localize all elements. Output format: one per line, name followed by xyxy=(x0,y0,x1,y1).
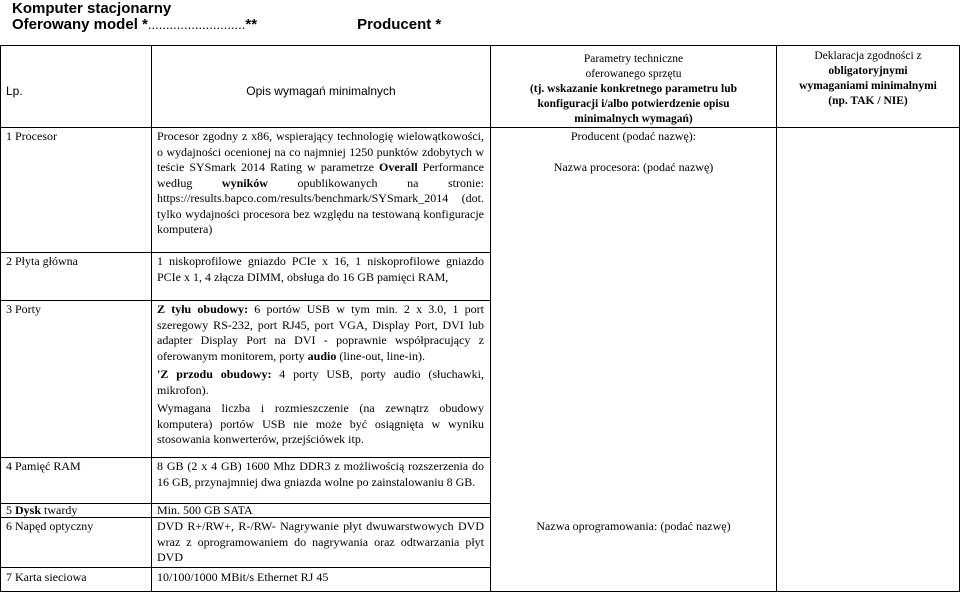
col-param-line2: oferowanego sprzętu xyxy=(585,68,682,80)
row-3-desc-front: 'Z przodu obudowy: 4 porty USB, porty audio (słuchawki, mikrofon). xyxy=(157,367,484,397)
row-3-desc xyxy=(157,302,484,448)
col-lp-header: Lp. xyxy=(6,84,23,98)
row-6-name: 6 Napęd optyczny xyxy=(6,519,94,533)
col-dekl-line1: Deklaracja zgodności z xyxy=(814,50,922,62)
col-param-line3: (tj. wskazanie konkretnego parametru lub xyxy=(529,83,738,95)
row-1-desc: Procesor zgodny z x86, wspierający technologię wielowątkowości, o wydajności ocenionej na co najmniej 1250 punktów zdobytych w teście SYSmark 2014 Rating w parametrze Overall Performance według wyników opublikowanych na stronie: https://results.bapco.com/results/benchmark/SYSmark_2014 (dot. tylko wydajności procesora bez względu na testowaną konfiguracje komputera) xyxy=(157,129,485,236)
col-dekl-line2: obligatoryjnymi xyxy=(828,65,908,77)
row-6-desc: DVD R+/RW+, R-/RW- Nagrywanie płyt dwuwarstwowych DVD wraz z oprogramowaniem do nagrywania oraz odtwarzania płyt DVD xyxy=(157,519,484,564)
table-border-bottom xyxy=(0,591,960,592)
row-1-name: 1 Procesor xyxy=(6,129,57,143)
col-dekl-line4: (np. TAK / NIE) xyxy=(828,95,908,107)
model-line xyxy=(12,16,441,33)
document-title: Komputer stacjonarny xyxy=(12,0,172,17)
col-param-line1: Parametry techniczne xyxy=(583,53,684,65)
row-1-param-cpu-name: Nazwa procesora: (podać nazwę) xyxy=(553,160,714,174)
row-5-desc: Min. 500 GB SATA xyxy=(157,503,253,517)
table-border-top xyxy=(0,45,960,46)
col-dekl-header xyxy=(777,49,959,109)
row-7-desc: 10/100/1000 MBit/s Ethernet RJ 45 xyxy=(157,570,329,584)
row-6-param-software: Nazwa oprogramowania: (podać nazwę) xyxy=(536,519,731,533)
row-3-name: 3 Porty xyxy=(6,302,42,316)
col-param-header xyxy=(491,52,776,127)
model-stars: ** xyxy=(245,16,258,33)
model-dots: ........................... xyxy=(147,17,246,32)
row-1-bottom xyxy=(0,252,490,253)
col-param-line4: konfiguracji i/albo potwierdzenie opisu xyxy=(537,98,730,110)
row-2-bottom xyxy=(0,300,490,301)
row-2-name: 2 Płyta główna xyxy=(6,254,78,268)
col-dekl-line3: wymaganiami minimalnymi xyxy=(799,80,937,92)
col-opis-header: Opis wymagań minimalnych xyxy=(246,84,396,98)
row-5-name: 5 Dysk twardy xyxy=(6,503,78,517)
model-label: Oferowany model * xyxy=(12,16,148,33)
col-param-line5: minimalnych wymagań) xyxy=(574,113,693,125)
producer-label: Producent * xyxy=(357,16,442,33)
row-6-bottom xyxy=(0,567,490,568)
row-7-name: 7 Karta sieciowa xyxy=(6,570,87,584)
row-4-name: 4 Pamięć RAM xyxy=(6,459,81,473)
row-3-desc-note: Wymagana liczba i rozmieszczenie (na zewnątrz obudowy komputera) portów USB nie może być osiągnięta w wyniku stosowania konwerterów, przejściówek itp. xyxy=(157,401,484,446)
row-3-desc-rear: Z tyłu obudowy: 6 portów USB w tym min. 2 x 3.0, 1 port szeregowy RS-232, port RJ45, port VGA, Display Port, DVI lub adapter Display Port na DVI - poprawnie współpracujący z oferowanym monitorem, porty audio (line-out, line-in). xyxy=(157,302,485,363)
row-1-param-producer: Producent (podać nazwę): xyxy=(570,129,697,143)
row-4-desc: 8 GB (2 x 4 GB) 1600 Mhz DDR3 z możliwością rozszerzenia do 16 GB, przynajmniej dwa gniazda wolne po zainstalowaniu 8 GB. xyxy=(157,459,484,489)
row-3-bottom xyxy=(0,457,490,458)
table-header-bottom xyxy=(0,127,960,128)
row-2-desc: 1 niskoprofilowe gniazdo PCIe x 16, 1 niskoprofilowe gniazdo PCIe x 1, 4 złącza DIMM, obsługa do 16 GB pamięci RAM, xyxy=(157,254,484,284)
